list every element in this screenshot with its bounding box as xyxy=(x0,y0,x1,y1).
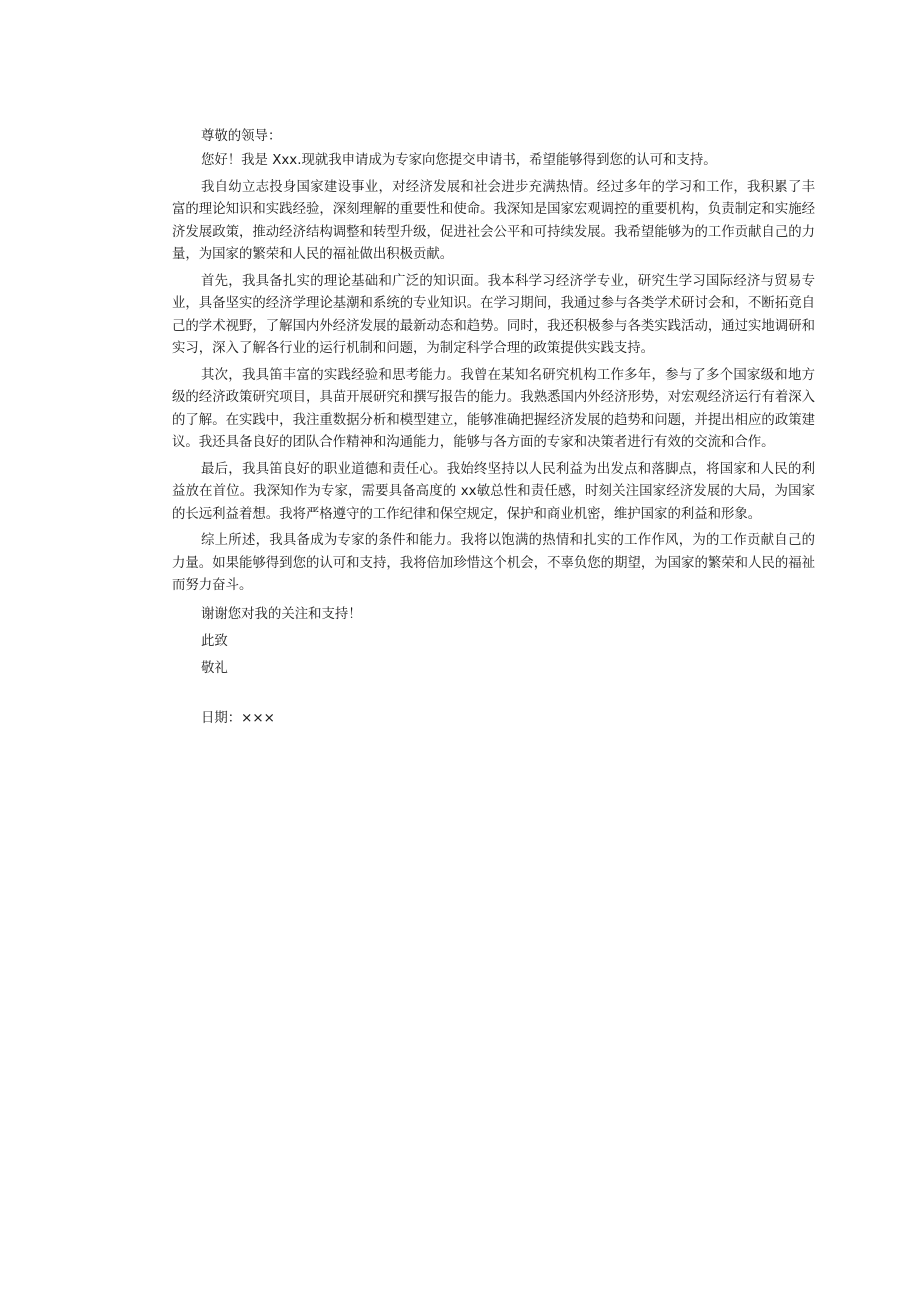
paragraph-ethics: 最后，我具笛良好的职业道德和责任心。我始终坚持以人民利益为出发点和落脚点，将国家和人民的利益放在首位。我深知作为专家，需要具备高度的 xx敏总性和责任感，时刻关注国家经济发展的大局，为国家的长远利益着想。我将严格遵守的工作纪律和保空规定，保护和商业机密，维护国家的利益和形象。 xyxy=(172,461,815,522)
salutation: 尊敬的领导： xyxy=(201,129,282,144)
thanks-line: 谢谢您对我的关注和支持！ xyxy=(201,606,362,622)
paragraph-motivation: 我自幼立志投身国家建设事业，对经济发展和社会进步充满热情。经过多年的学习和工作，我积累了丰富的理论知识和实践经验，深刻理解的重要性和使命。我深知是国家宏观调控的重要机构，负责制定和实施经济发展政策，推动经济结构调整和转型升级，促进社会公平和可持续发展。我希望能够为的工作贡献自己的力量，为国家的繁荣和人民的福祉做出积极贡献。 xyxy=(172,179,815,262)
greeting-paragraph: 您好！我是 Xxx.现就我申请成为专家向您提交申请书，希望能够得到您的认可和支持。 xyxy=(201,153,717,168)
closing-line-1: 此致 xyxy=(201,633,228,649)
paragraph-education: 首先，我具备扎实的理论基础和广泛的知识面。我本科学习经济学专业，研究生学习国际经济与贸易专业，具备坚实的经济学理论基潮和系统的专业知识。在学习期间，我通过参与各类学术研讨会和，不断拓竟自己的学术视野，了解国内外经济发展的最新动态和趋势。同时，我还积极参与各类实践活动，通过实地调研和实习，深入了解各行业的运行机制和问题，为制定科学合理的政策提供实践支持。 xyxy=(172,273,815,356)
paragraph-experience: 其次，我具笛丰富的实践经验和思考能力。我曾在某知名研究机构工作多年，参与了多个国家级和地方级的经济政策研究项目，具苗开展研究和撰写报告的能力。我熟悉国内外经济形势，对宏观经济运行有着深入的了解。在实践中，我注重数据分析和模型建立，能够准确把握经济发展的趋势和问题，并提出相应的政策建议。我还具备良好的团队合作精神和沟通能力，能够与各方面的专家和决策者进行有效的交流和合作。 xyxy=(172,367,815,450)
closing-line-2: 敬礼 xyxy=(201,660,228,676)
paragraph-summary: 综上所述，我具备成为专家的条件和能力。我将以饱满的热情和扎实的工作作风，为的工作贡献自己的力量。如果能够得到您的认可和支持，我将倍加珍惜这个机会，不辜负您的期望，为国家的繁荣和人民的福祉而努力奋斗。 xyxy=(172,533,815,593)
letter-body xyxy=(172,126,815,730)
date-line: 日期：××× xyxy=(201,710,275,726)
